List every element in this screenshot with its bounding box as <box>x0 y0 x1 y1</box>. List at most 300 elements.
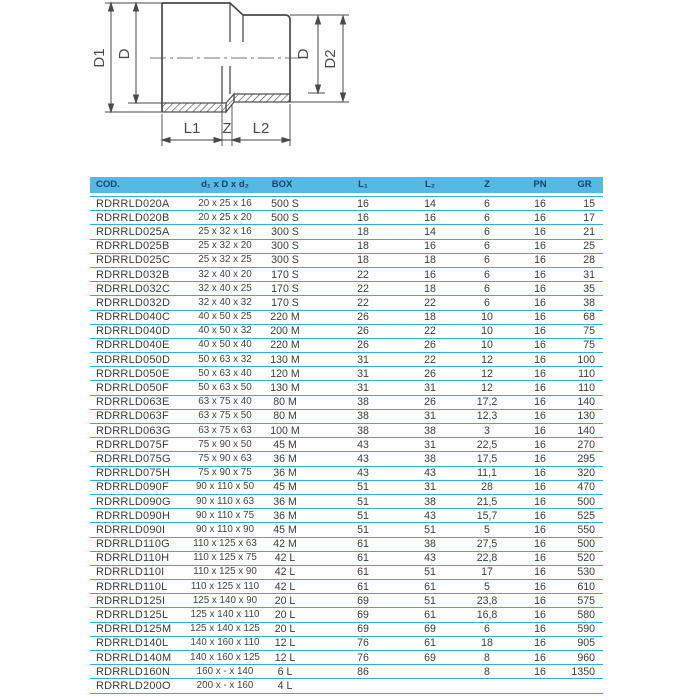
cell-dims: 125 x 140 x 90 <box>192 594 258 606</box>
cell-z: 6 <box>484 268 490 281</box>
cell-z: 10 <box>481 311 493 324</box>
cell-gr: 38 <box>583 296 595 309</box>
cell-l2: 38 <box>424 538 436 551</box>
table-row <box>90 509 603 523</box>
cell-l1: 51 <box>357 495 369 508</box>
table-row <box>90 311 603 325</box>
cell-cod: RDRRLD125L <box>96 609 169 622</box>
cell-pn: 16 <box>534 197 546 210</box>
cell-cod: RDRRLD140M <box>96 651 172 664</box>
cell-dims: 75 x 90 x 75 <box>198 467 252 479</box>
cell-gr: 905 <box>577 637 595 650</box>
cell-cod: RDRRLD020A <box>96 197 170 210</box>
cell-dims: 75 x 90 x 50 <box>198 438 252 450</box>
cell-gr: 530 <box>577 566 595 579</box>
cell-pn: 16 <box>534 538 546 551</box>
cell-box: 170 S <box>271 268 299 281</box>
cell-dims: 32 x 40 x 20 <box>198 268 252 280</box>
cell-l1: 18 <box>357 225 369 238</box>
cell-l1: 26 <box>357 311 369 324</box>
cell-box: 220 M <box>270 311 300 324</box>
cell-l2: 26 <box>424 396 436 409</box>
cell-l1: 61 <box>357 538 369 551</box>
dim-label-d-left: D <box>115 48 133 60</box>
table-row <box>90 410 603 424</box>
cell-cod: RDRRLD160N <box>96 665 171 678</box>
hatched-wall <box>162 94 290 112</box>
cell-cod: RDRRLD140L <box>96 637 169 650</box>
dim-label-z: Z <box>222 120 232 137</box>
cell-dims: 25 x 32 x 25 <box>198 254 252 266</box>
cell-gr: 68 <box>583 311 595 324</box>
cell-dims: 90 x 110 x 50 <box>195 481 255 493</box>
dim-label-d-right: D <box>294 48 312 60</box>
cell-l2: 31 <box>424 438 436 451</box>
cell-box: 130 M <box>270 353 300 366</box>
cell-cod: RDRRLD075H <box>96 467 171 480</box>
cell-z: 5 <box>484 523 490 536</box>
cell-gr: 270 <box>577 438 595 451</box>
cell-dims: 63 x 75 x 50 <box>198 410 252 422</box>
cell-gr: 25 <box>583 240 595 253</box>
cell-cod: RDRRLD110L <box>96 580 168 593</box>
table-row <box>90 438 603 452</box>
dim-label-d1: D1 <box>90 48 108 68</box>
cell-cod: RDRRLD025B <box>96 240 170 253</box>
cell-l1: 22 <box>357 268 369 281</box>
cell-pn: 16 <box>534 296 546 309</box>
cell-box: 500 S <box>271 197 299 210</box>
cell-dims: 50 x 63 x 50 <box>198 382 252 394</box>
cell-l2: 43 <box>424 467 436 480</box>
cell-gr: 130 <box>577 410 595 423</box>
cell-dims: 63 x 75 x 40 <box>198 396 252 408</box>
cell-cod: RDRRLD032C <box>96 282 171 295</box>
cell-gr: 28 <box>583 254 595 267</box>
table-row <box>90 396 603 410</box>
cell-l2: 14 <box>424 225 436 238</box>
cell-gr: 110 <box>578 382 595 395</box>
cell-pn: 16 <box>534 509 546 522</box>
cell-pn: 16 <box>534 268 546 281</box>
cell-cod: RDRRLD090G <box>96 495 171 508</box>
cell-box: 36 M <box>273 467 297 480</box>
cell-z: 17 <box>481 566 493 579</box>
cell-z: 17,5 <box>476 452 498 465</box>
cell-l1: 61 <box>357 580 369 593</box>
cell-gr: 470 <box>577 481 595 494</box>
cell-gr: 140 <box>577 396 595 409</box>
cell-z: 10 <box>481 339 493 352</box>
cell-cod: RDRRLD025C <box>96 254 171 267</box>
cell-dims: 75 x 90 x 63 <box>198 452 252 464</box>
cell-gr: 550 <box>577 523 595 536</box>
cell-l2: 61 <box>424 637 436 650</box>
cell-gr: 100 <box>577 353 595 366</box>
cell-l1: 43 <box>357 452 369 465</box>
header-l2: L₂ <box>424 179 436 190</box>
cell-z: 6 <box>484 225 490 238</box>
cell-cod: RDRRLD040D <box>96 325 171 338</box>
table-row <box>90 552 603 566</box>
table-body <box>90 196 603 694</box>
cell-dims: 25 x 32 x 16 <box>198 225 252 237</box>
cell-box: 300 S <box>271 254 299 267</box>
cell-dims: 200 x - x 160 <box>196 679 254 691</box>
cell-gr: 15 <box>583 197 595 210</box>
cell-gr: 75 <box>583 339 595 352</box>
cell-pn: 16 <box>534 367 546 380</box>
cell-gr: 575 <box>577 594 595 607</box>
cell-dims: 90 x 110 x 63 <box>195 495 255 507</box>
cell-box: 45 M <box>273 481 297 494</box>
header-dims: d₁ x D x d₂ <box>201 179 249 190</box>
cell-box: 500 S <box>271 211 299 224</box>
cell-pn: 16 <box>534 566 546 579</box>
cell-pn: 16 <box>534 438 546 451</box>
cell-l1: 69 <box>357 609 369 622</box>
cell-cod: RDRRLD050F <box>96 382 169 395</box>
cell-box: 130 M <box>270 382 300 395</box>
cell-dims: 110 x 125 x 90 <box>193 566 257 578</box>
cell-gr: 960 <box>577 651 595 664</box>
cell-box: 300 S <box>271 240 299 253</box>
cell-z: 22,5 <box>476 438 498 451</box>
cell-gr: 35 <box>583 282 595 295</box>
cell-pn: 16 <box>534 495 546 508</box>
table-row <box>90 254 603 268</box>
cell-dims: 125 x 140 x 110 <box>190 609 260 621</box>
cell-pn: 16 <box>534 325 546 338</box>
dim-label-l2: L2 <box>252 120 270 137</box>
cell-z: 10 <box>481 325 493 338</box>
cell-l2: 31 <box>424 481 436 494</box>
cell-l2: 38 <box>424 424 436 437</box>
cell-z: 6 <box>484 211 490 224</box>
cell-cod: RDRRLD050D <box>96 353 171 366</box>
table-row <box>90 665 603 679</box>
table-row <box>90 211 603 225</box>
cell-l1: 69 <box>357 623 369 636</box>
header-z: Z <box>484 179 490 190</box>
table-row <box>90 580 603 594</box>
table-row <box>90 268 603 282</box>
cell-l1: 31 <box>357 382 369 395</box>
cell-box: 42 L <box>274 566 296 579</box>
cell-l1: 51 <box>357 481 369 494</box>
cell-box: 80 M <box>273 410 297 423</box>
cell-dims: 90 x 110 x 75 <box>195 509 255 521</box>
cell-z: 6 <box>484 197 490 210</box>
cell-pn: 16 <box>534 665 546 678</box>
cell-l2: 51 <box>424 523 436 536</box>
cell-dims: 50 x 63 x 40 <box>198 367 252 379</box>
cell-dims: 50 x 63 x 32 <box>198 353 252 365</box>
cell-box: 42 L <box>274 552 296 565</box>
cell-pn: 16 <box>534 452 546 465</box>
cell-dims: 25 x 32 x 20 <box>198 240 252 252</box>
cell-dims: 32 x 40 x 32 <box>198 296 252 308</box>
cell-pn: 16 <box>534 580 546 593</box>
cell-l2: 38 <box>424 452 436 465</box>
cell-gr: 31 <box>583 268 595 281</box>
cell-dims: 125 x 140 x 125 <box>190 623 260 635</box>
cell-cod: RDRRLD040C <box>96 311 171 324</box>
cell-l1: 51 <box>357 509 369 522</box>
cell-box: 6 L <box>277 665 293 678</box>
cell-l1: 61 <box>357 566 369 579</box>
cell-pn: 16 <box>534 552 546 565</box>
cell-z: 28 <box>481 481 493 494</box>
cell-z: 6 <box>484 282 490 295</box>
cell-box: 20 L <box>274 623 296 636</box>
table-row <box>90 452 603 466</box>
cell-l1: 18 <box>357 240 369 253</box>
table-row <box>90 240 603 254</box>
cell-box: 36 M <box>273 495 297 508</box>
cell-gr: 580 <box>577 609 595 622</box>
cell-cod: RDRRLD032D <box>96 296 171 309</box>
cell-z: 21,5 <box>476 495 498 508</box>
cell-z: 8 <box>484 651 490 664</box>
cell-dims: 110 x 125 x 63 <box>193 538 257 550</box>
dim-label-l1: L1 <box>183 120 201 137</box>
cell-dims: 40 x 50 x 40 <box>198 339 252 351</box>
cell-z: 22,8 <box>476 552 498 565</box>
cell-l2: 31 <box>424 382 436 395</box>
cell-dims: 20 x 25 x 20 <box>198 211 252 223</box>
cell-cod: RDRRLD075G <box>96 452 171 465</box>
cell-box: 200 M <box>270 325 300 338</box>
cell-gr: 140 <box>577 424 595 437</box>
technical-drawing <box>0 0 700 165</box>
cell-gr: 500 <box>577 538 595 551</box>
header-gr: GR <box>577 179 592 190</box>
cell-pn: 16 <box>534 481 546 494</box>
cell-l1: 31 <box>357 367 369 380</box>
cell-dims: 40 x 50 x 25 <box>198 311 252 323</box>
cell-cod: RDRRLD025A <box>96 225 170 238</box>
cell-l1: 43 <box>357 438 369 451</box>
cell-pn: 16 <box>534 523 546 536</box>
table-row <box>90 353 603 367</box>
cell-pn: 16 <box>534 410 546 423</box>
cell-box: 20 L <box>274 594 296 607</box>
cell-l2: 38 <box>424 495 436 508</box>
cell-gr: 500 <box>577 495 595 508</box>
cell-pn: 16 <box>534 396 546 409</box>
cell-gr: 1350 <box>571 665 595 678</box>
cell-cod: RDRRLD090F <box>96 481 169 494</box>
cell-dims: 90 x 110 x 90 <box>195 523 255 535</box>
cell-l1: 61 <box>357 552 369 565</box>
cell-gr: 295 <box>577 452 595 465</box>
cell-z: 6 <box>484 254 490 267</box>
table-row <box>90 339 603 353</box>
table-row <box>90 481 603 495</box>
cell-gr: 110 <box>578 367 595 380</box>
cell-dims: 20 x 25 x 16 <box>198 197 252 209</box>
table-row <box>90 538 603 552</box>
cell-box: 36 M <box>273 509 297 522</box>
spec-table <box>90 177 603 694</box>
cell-pn: 16 <box>534 282 546 295</box>
cell-box: 36 M <box>273 452 297 465</box>
cell-l2: 26 <box>424 339 436 352</box>
cell-dims: 63 x 75 x 63 <box>198 424 252 436</box>
table-row <box>90 467 603 481</box>
cell-l1: 26 <box>357 325 369 338</box>
cell-dims: 110 x 125 x 110 <box>190 580 260 592</box>
cell-l2: 31 <box>424 410 436 423</box>
cell-l1: 18 <box>357 254 369 267</box>
cell-cod: RDRRLD200O <box>96 679 171 692</box>
cell-box: 170 S <box>271 282 299 295</box>
cell-l1: 69 <box>357 594 369 607</box>
cell-dims: 160 x - x 140 <box>196 665 254 677</box>
cell-l2: 18 <box>424 282 436 295</box>
cell-cod: RDRRLD075F <box>96 438 169 451</box>
cell-box: 20 L <box>274 609 296 622</box>
cell-dims: 140 x 160 x 125 <box>190 651 260 663</box>
cell-z: 12 <box>481 367 493 380</box>
cell-l2: 61 <box>424 580 436 593</box>
cell-z: 23,8 <box>476 594 498 607</box>
cell-l2: 16 <box>424 268 436 281</box>
cell-z: 6 <box>484 296 490 309</box>
cell-l2: 51 <box>424 594 436 607</box>
cell-l2: 22 <box>424 325 436 338</box>
cell-gr: 21 <box>583 225 595 238</box>
cell-z: 15,7 <box>476 509 498 522</box>
cell-z: 6 <box>484 240 490 253</box>
table-row <box>90 651 603 665</box>
table-header <box>90 177 603 193</box>
header-cod: COD. <box>96 179 120 190</box>
table-row <box>90 325 603 339</box>
cell-l2: 69 <box>424 651 436 664</box>
cell-box: 42 M <box>273 538 297 551</box>
cell-pn: 16 <box>534 225 546 238</box>
cell-gr: 75 <box>583 325 595 338</box>
cell-pn: 16 <box>534 609 546 622</box>
cell-dims: 140 x 160 x 110 <box>190 637 260 649</box>
table-row <box>90 679 603 693</box>
table-row <box>90 367 603 381</box>
cell-l1: 38 <box>357 410 369 423</box>
cell-pn: 16 <box>534 254 546 267</box>
cell-gr: 17 <box>583 211 595 224</box>
fitting-internal-lines <box>222 3 243 103</box>
cell-box: 45 M <box>273 438 297 451</box>
header-l1: L₁ <box>358 179 368 190</box>
cell-box: 80 M <box>273 396 297 409</box>
cell-pn: 16 <box>534 623 546 636</box>
cell-l2: 26 <box>424 367 436 380</box>
cell-box: 100 M <box>270 424 300 437</box>
cell-pn: 16 <box>534 382 546 395</box>
cell-l1: 43 <box>357 467 369 480</box>
cell-gr: 590 <box>577 623 595 636</box>
table-row <box>90 608 603 622</box>
cell-l2: 16 <box>424 240 436 253</box>
table-row <box>90 282 603 296</box>
cell-l1: 22 <box>357 296 369 309</box>
cell-cod: RDRRLD090H <box>96 509 171 522</box>
cell-box: 45 M <box>273 523 297 536</box>
cell-cod: RDRRLD032B <box>96 268 170 281</box>
cell-box: 220 M <box>270 339 300 352</box>
cell-l2: 22 <box>424 353 436 366</box>
cell-z: 27,5 <box>476 538 498 551</box>
cell-z: 12,3 <box>476 410 498 423</box>
cell-box: 300 S <box>271 225 299 238</box>
cell-pn: 16 <box>534 594 546 607</box>
cell-cod: RDRRLD125M <box>96 623 172 636</box>
cell-box: 12 L <box>274 637 296 650</box>
table-row <box>90 495 603 509</box>
cell-pn: 16 <box>534 637 546 650</box>
cell-l2: 22 <box>424 296 436 309</box>
cell-z: 5 <box>484 580 490 593</box>
dim-label-d2: D2 <box>321 49 339 69</box>
table-row <box>90 381 603 395</box>
table-row <box>90 197 603 211</box>
cell-gr: 320 <box>577 467 595 480</box>
cell-box: 42 L <box>274 580 296 593</box>
cell-cod: RDRRLD090I <box>96 523 166 536</box>
cell-dims: 110 x 125 x 75 <box>193 552 257 564</box>
cell-box: 170 S <box>271 296 299 309</box>
table-row <box>90 637 603 651</box>
cell-l1: 16 <box>357 211 369 224</box>
cell-z: 12 <box>481 353 493 366</box>
cell-l1: 16 <box>357 197 369 210</box>
cell-pn: 16 <box>534 339 546 352</box>
cell-z: 17,2 <box>476 396 498 409</box>
cell-z: 11,1 <box>477 467 497 480</box>
cell-cod: RDRRLD110G <box>96 538 170 551</box>
cell-box: 4 L <box>277 679 293 692</box>
cell-cod: RDRRLD110I <box>96 566 165 579</box>
cell-box: 12 L <box>274 651 296 664</box>
cell-z: 8 <box>484 665 490 678</box>
cell-l1: 76 <box>357 651 369 664</box>
cell-cod: RDRRLD063G <box>96 424 171 437</box>
cell-cod: RDRRLD063E <box>96 396 170 409</box>
cell-gr: 520 <box>577 552 595 565</box>
cell-l2: 18 <box>424 311 436 324</box>
cell-dims: 32 x 40 x 25 <box>198 282 252 294</box>
header-box: BOX <box>271 179 293 190</box>
cell-l1: 51 <box>357 523 369 536</box>
cell-l1: 31 <box>357 353 369 366</box>
cell-pn: 16 <box>534 211 546 224</box>
cell-pn: 16 <box>534 311 546 324</box>
cell-l1: 76 <box>357 637 369 650</box>
cell-cod: RDRRLD110H <box>96 552 170 565</box>
cell-l1: 22 <box>357 282 369 295</box>
cell-l1: 38 <box>357 396 369 409</box>
cell-cod: RDRRLD125I <box>96 594 166 607</box>
cell-l1: 26 <box>357 339 369 352</box>
cell-l2: 69 <box>424 623 436 636</box>
cell-cod: RDRRLD050E <box>96 367 170 380</box>
table-row <box>90 594 603 608</box>
cell-cod: RDRRLD063F <box>96 410 169 423</box>
cell-pn: 16 <box>534 240 546 253</box>
table-row <box>90 296 603 310</box>
